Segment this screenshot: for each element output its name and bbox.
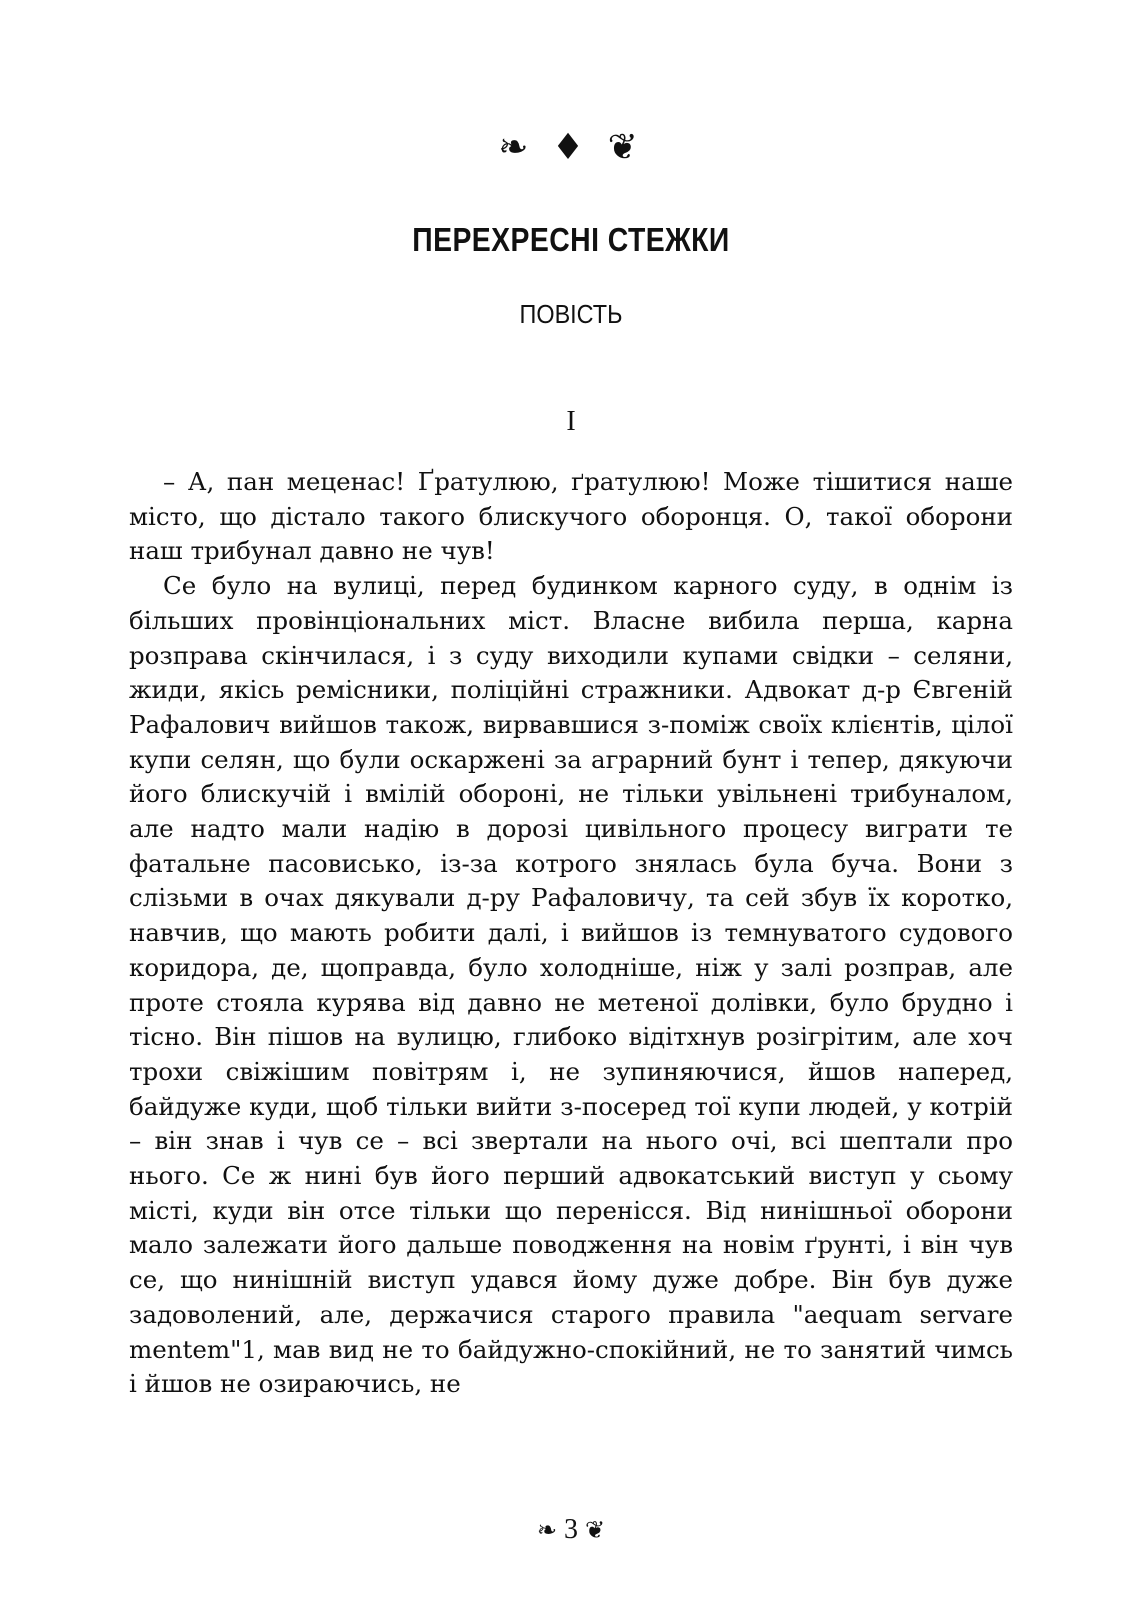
header-ornament bbox=[0, 126, 1142, 170]
diamond-icon: ♦ bbox=[551, 127, 591, 168]
page-number: 3 bbox=[564, 1514, 578, 1545]
right-flourish-icon: ❦ bbox=[585, 1516, 606, 1544]
page-footer bbox=[0, 1512, 1142, 1548]
left-flourish-icon: ❧ bbox=[536, 1516, 557, 1544]
paragraph: – А, пан меценас! Ґратулюю, ґратулюю! Може тішитися наше місто, що дістало такого блискучого оборонця. О, такої оборони наш трибунал давно не чув! bbox=[129, 467, 1013, 566]
body-text bbox=[129, 465, 1013, 1402]
paragraph: Се було на вулиці, перед будинком карного суду, в однім із більших провінціональних міст. Власне вибила перша, карна розправа скінчилася, і з суду виходили купами свідки – селяни, жиди, якісь ремісники, поліційні стражники. Адвокат д-р Євгеній Рафалович вийшов також, вирвавшися з-поміж своїх клієнтів, цілої купи селян, що були оскаржені за аграрний бунт і тепер, дякуючи його блискучій і вмілій обороні, не тільки увільнені трибуналом, але надто мали надію в дорозі цивільного процесу виграти те фатальне пасовисько, із-за котрого знялась була буча. Вони з слізьми в очах дякували д-ру Рафаловичу, та сей збув їх коротко, навчив, що мають робити далі, і вийшов із темнуватого судового коридора, де, щоправда, було холодніше, ніж у залі розправ, але проте стояла курява від давно не метеної долівки, було брудно і тісно. Він пішов на вулицю, глибоко відітхнув розігрітим, але хоч трохи свіжішим повітрям і, не зупиняючися, йшов наперед, байдуже куди, щоб тільки вийти з-посеред тої купи людей, у котрій – він знав і чув се – всі звертали на нього очі, всі шептали про нього. Се ж нині був його перший адвокатський виступ у сьому місті, куди він отсе тільки що перенісся. Від нинішньої оборони мало залежати його дальше поводження на новім ґрунті, і він чув се, що нинішній виступ удався йому дуже добре. Він був дуже задоволений, але, держачися старого правила "aequam servare mentem"1, мав вид не то байдужно-спокійний, не то занятий чимсь і йшов не озираючись, не bbox=[129, 571, 1013, 1399]
right-flourish-icon: ❦ bbox=[607, 127, 644, 168]
chapter-number: I bbox=[566, 406, 576, 437]
story-subtitle: ПОВІСТЬ bbox=[519, 299, 623, 329]
left-flourish-icon: ❧ bbox=[498, 127, 535, 168]
story-title: ПЕРЕХРЕСНІ СТЕЖКИ bbox=[412, 221, 730, 258]
